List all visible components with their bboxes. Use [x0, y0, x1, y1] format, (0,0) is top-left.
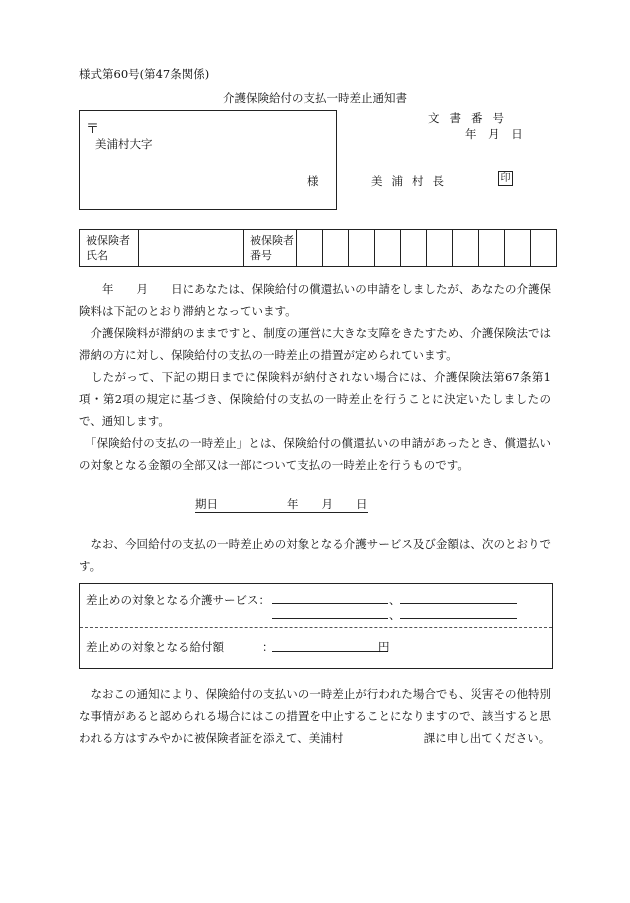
paragraph: 年 月 日にあなたは、保険給付の償還払いの申請をしましたが、あなたの介護保険料は下記のとおり滞納となっています。 [79, 282, 551, 318]
due-date [195, 496, 368, 513]
insured-info-table [79, 229, 557, 267]
paragraph: 介護保険料が滞納のままですと、制度の運営に大きな支障をきたすため、介護保険法では滞納の方に対し、保険給付の支払の一時差止の措置が定められています。 [79, 326, 551, 362]
service-label: 差止めの対象となる介護サービス： [86, 593, 270, 607]
amount-blank-line [272, 651, 388, 652]
postal-mark: 〒 [86, 122, 100, 137]
honorific: 様 [307, 174, 319, 188]
digit-cell [375, 230, 401, 267]
digit-cell [401, 230, 427, 267]
paragraph: 「保険給付の支払の一時差止」とは、保険給付の償還払いの申請があったとき、償還払いの対象となる金額の全部又は一部について支払の一時差止を行うものです。 [79, 436, 551, 472]
body-text-2 [79, 533, 551, 577]
footer-text [79, 683, 551, 749]
digit-cell [453, 230, 479, 267]
colon: ： [262, 640, 274, 654]
separator: 、 [389, 593, 401, 607]
service-blank-line [272, 618, 388, 619]
service-blank-line [400, 618, 517, 619]
digit-cell [427, 230, 453, 267]
insured-name-cell [139, 230, 244, 267]
yen-unit: 円 [378, 640, 390, 654]
service-blank-line [272, 603, 388, 604]
digit-cell [531, 230, 557, 267]
paragraph: なお、今回給付の支払の一時差止めの対象となる介護サービス及び金額は、次のとおりです。 [79, 537, 551, 573]
address-text: 美浦村大字 [95, 137, 153, 151]
due-date-text: 期日 年 月 日 [195, 497, 368, 511]
insured-number-label: 被保険者番号 [244, 230, 297, 267]
document-number-label: 文書番号 [428, 111, 514, 125]
dashed-divider [80, 627, 552, 628]
digit-cell [323, 230, 349, 267]
digit-cell [349, 230, 375, 267]
paragraph: したがって、下記の期日までに保険料が納付されない場合には、介護保険法第67条第1項・第2項の規定に基づき、保険給付の支払の一時差止を行うことに決定いたしましたので、通知します。 [79, 370, 551, 428]
service-blank-line [400, 603, 517, 604]
separator: 、 [389, 608, 401, 622]
digit-cell [479, 230, 505, 267]
issue-date: 年 月 日 [465, 127, 523, 141]
digit-cell [297, 230, 323, 267]
form-number: 様式第60号(第47条関係) [79, 67, 210, 81]
paragraph: なおこの通知により、保険給付の支払いの一時差止が行われた場合でも、災害その他特別な事情があると認められる場合にはこの措置を中止することになりますので、該当すると思われる方はすみやかに被保険者証を添えて、美浦村 課に申し出てください。 [79, 687, 551, 745]
insured-name-label: 被保険者氏名 [80, 230, 139, 267]
seal-mark: 印 [498, 171, 513, 186]
body-text [79, 278, 551, 476]
mayor-title: 美浦村長 [371, 174, 453, 188]
document-title: 介護保険給付の支払一時差止通知書 [223, 91, 407, 105]
address-box [79, 110, 337, 210]
amount-label: 差止めの対象となる給付額 [86, 640, 224, 654]
digit-cell [505, 230, 531, 267]
